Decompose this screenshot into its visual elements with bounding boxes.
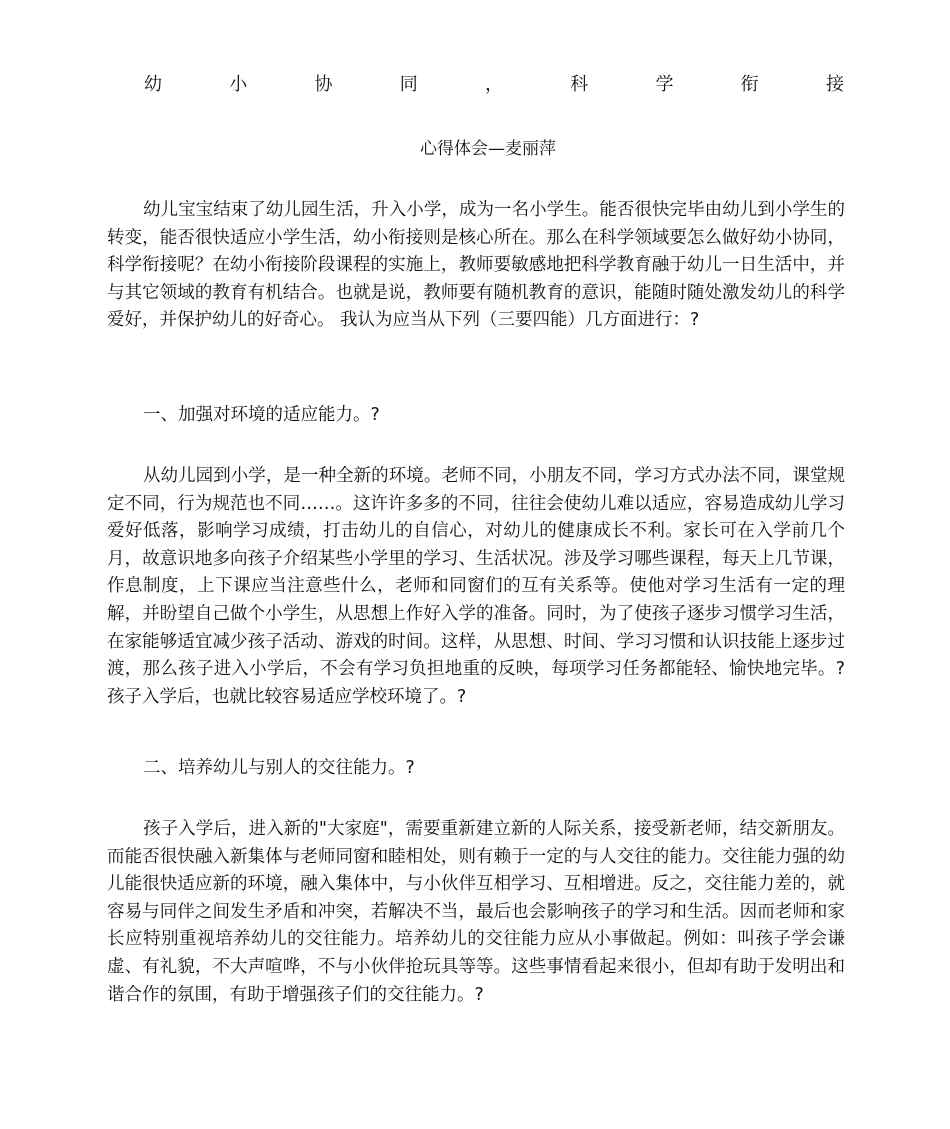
intro-paragraph: 幼儿宝宝结束了幼儿园生活，升入小学，成为一名小学生。能否很快完毕由幼儿到小学生的转变，能否很快适应小学生活，幼小衔接则是核心所在。那么在科学领域要怎么做好幼小协同，科学衔接呢？在幼小衔接阶段课程的实施上，教师要敏感地把科学教育融于幼儿一日生活中，并与其它领域的教育有机结合。也就是说，教师要有随机教育的意识，能随时随处激发幼儿的科学爱好，并保护幼儿的好奇心。 我认为应当从下列（三要四能）几方面进行：? xyxy=(107,200,845,331)
title-char: 幼 xyxy=(144,74,162,95)
title-char: 科 xyxy=(570,74,589,95)
title-char: 学 xyxy=(655,74,674,95)
title-char: 同 xyxy=(399,74,418,95)
document-title xyxy=(144,72,844,98)
section2-heading: 二、培养幼儿与别人的交往能力。? xyxy=(143,758,415,778)
title-char: 接 xyxy=(826,74,844,95)
section1-paragraph: 从幼儿园到小学，是一种全新的环境。老师不同，小朋友不同，学习方式办法不同，课堂规定不同，行为规范也不同……。这许许多多的不同，往往会使幼儿难以适应，容易造成幼儿学习爱好低落，影响学习成绩，打击幼儿的自信心，对幼儿的健康成长不利。家长可在入学前几个月，故意识地多向孩子介绍某些小学里的学习、生活状况。涉及学习哪些课程，每天上几节课，作息制度，上下课应当注意些什么，老师和同窗们的互有关系等。使他对学习生活有一定的理解，并盼望自己做个小学生，从思想上作好入学的准备。同时，为了使孩子逐步习惯学习生活，在家能够适宜减少孩子活动、游戏的时间。这样，从思想、时间、学习习惯和认识技能上逐步过渡，那么孩子进入小学后，不会有学习负担地重的反映，每项学习任务都能轻、愉快地完毕。?孩子入学后，也就比较容易适应学校环境了。? xyxy=(107,466,845,707)
title-char: 协 xyxy=(314,74,333,95)
title-char: ， xyxy=(485,74,503,95)
title-char: 衔 xyxy=(740,74,759,95)
section1-heading: 一、加强对环境的适应能力。? xyxy=(143,405,380,425)
title-char: 小 xyxy=(229,74,248,95)
document-subtitle: 心得体会—麦丽萍 xyxy=(420,139,556,159)
section2-paragraph: 孩子入学后，进入新的"大家庭"，需要重新建立新的人际关系，接受新老师，结交新朋友。而能否很快融入新集体与老师同窗和睦相处，则有赖于一定的与人交往的能力。交往能力强的幼儿能很快适应新的环境，融入集体中，与小伙伴互相学习、互相增进。反之，交往能力差的，就容易与同伴之间发生矛盾和冲突，若解决不当，最后也会影响孩子的学习和生活。因而老师和家长应特别重视培养幼儿的交往能力。培养幼儿的交往能力应从小事做起。例如：叫孩子学会谦虚、有礼貌，不大声喧哗，不与小伙伴抢玩具等等。这些事情看起来很小，但却有助于发明出和谐合作的氛围，有助于增强孩子们的交往能力。? xyxy=(107,819,845,1005)
